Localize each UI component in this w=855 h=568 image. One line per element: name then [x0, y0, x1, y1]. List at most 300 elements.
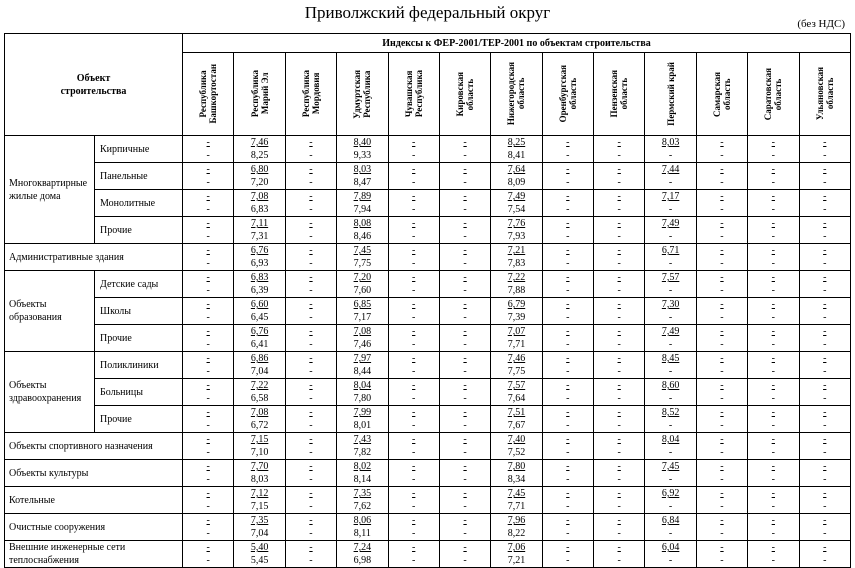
- index-fer: -: [617, 245, 621, 256]
- index-ter: -: [309, 312, 313, 323]
- index-cell: [542, 514, 593, 541]
- index-ter: 7,75: [353, 258, 372, 269]
- index-cell: [491, 217, 542, 244]
- index-fer: -: [617, 542, 621, 553]
- index-ter: -: [668, 447, 673, 458]
- index-ter: -: [668, 312, 673, 323]
- index-ter: 7,10: [250, 447, 269, 458]
- index-cell: [388, 487, 439, 514]
- index-cell: [594, 460, 645, 487]
- index-fer: -: [412, 272, 416, 283]
- index-fer: -: [771, 407, 775, 418]
- index-ter: -: [566, 204, 570, 215]
- index-cell: [799, 352, 850, 379]
- index-ter: -: [566, 339, 570, 350]
- index-cell: [183, 352, 234, 379]
- index-fer: -: [463, 137, 467, 148]
- index-fer: -: [771, 245, 775, 256]
- object-subtype: Больницы: [95, 379, 183, 406]
- index-fer: -: [771, 137, 775, 148]
- index-fer: -: [720, 488, 724, 499]
- index-ter: -: [463, 204, 467, 215]
- index-fer: 6,83: [250, 272, 269, 283]
- index-fer: -: [720, 218, 724, 229]
- index-fer: -: [412, 488, 416, 499]
- index-cell: [439, 136, 490, 163]
- index-cell: [388, 352, 439, 379]
- index-ter: 8,41: [507, 150, 526, 161]
- index-fer: -: [463, 164, 467, 175]
- index-cell: [491, 433, 542, 460]
- index-fer: -: [412, 218, 416, 229]
- index-cell: [799, 541, 850, 568]
- region-label: Удмуртская Республика: [352, 69, 373, 119]
- index-cell: [542, 217, 593, 244]
- index-fer: -: [412, 380, 416, 391]
- index-ter: 8,03: [250, 474, 269, 485]
- index-cell: [337, 433, 388, 460]
- index-ter: -: [566, 285, 570, 296]
- index-cell: [183, 460, 234, 487]
- region-header: [645, 53, 696, 136]
- index-ter: -: [412, 339, 416, 350]
- index-fer: -: [823, 137, 827, 148]
- index-cell: [696, 406, 747, 433]
- index-cell: [183, 136, 234, 163]
- index-cell: [594, 406, 645, 433]
- index-fer: 8,03: [353, 164, 372, 175]
- index-fer: -: [206, 488, 210, 499]
- index-ter: -: [566, 528, 570, 539]
- index-fer: -: [309, 461, 313, 472]
- index-ter: -: [617, 339, 621, 350]
- index-cell: [285, 352, 336, 379]
- index-fer: 6,92: [661, 488, 680, 499]
- index-cell: [799, 136, 850, 163]
- index-fer: -: [823, 299, 827, 310]
- index-cell: [439, 298, 490, 325]
- index-fer: -: [617, 137, 621, 148]
- index-fer: -: [206, 434, 210, 445]
- index-fer: 6,04: [661, 542, 680, 553]
- index-fer: -: [720, 272, 724, 283]
- index-cell: [234, 244, 285, 271]
- index-ter: -: [309, 366, 313, 377]
- index-ter: -: [771, 474, 775, 485]
- index-fer: -: [566, 218, 570, 229]
- index-ter: -: [566, 501, 570, 512]
- region-header: [234, 53, 285, 136]
- index-fer: -: [617, 272, 621, 283]
- index-fer: -: [309, 164, 313, 175]
- index-ter: 7,62: [353, 501, 372, 512]
- table-row: [5, 325, 851, 352]
- index-fer: -: [309, 488, 313, 499]
- index-ter: -: [771, 177, 775, 188]
- index-ter: 8,11: [353, 528, 371, 539]
- index-ter: -: [668, 393, 673, 404]
- index-ter: -: [617, 474, 621, 485]
- index-fer: 7,45: [353, 245, 372, 256]
- index-cell: [285, 379, 336, 406]
- index-ter: 6,58: [250, 393, 269, 404]
- index-fer: 7,49: [661, 326, 680, 337]
- index-fer: -: [566, 407, 570, 418]
- index-ter: -: [566, 393, 570, 404]
- index-cell: [337, 217, 388, 244]
- index-fer: -: [823, 272, 827, 283]
- index-fer: 8,52: [661, 407, 680, 418]
- index-cell: [337, 487, 388, 514]
- index-fer: 8,60: [661, 380, 680, 391]
- index-ter: 7,54: [507, 204, 526, 215]
- index-ter: -: [823, 420, 827, 431]
- index-ter: 7,88: [507, 285, 526, 296]
- index-cell: [234, 298, 285, 325]
- index-cell: [696, 352, 747, 379]
- index-fer: -: [463, 191, 467, 202]
- index-cell: [183, 325, 234, 352]
- index-cell: [542, 460, 593, 487]
- index-fer: -: [566, 542, 570, 553]
- index-fer: 6,60: [250, 299, 269, 310]
- index-ter: 9,33: [353, 150, 372, 161]
- index-ter: -: [206, 393, 210, 404]
- index-fer: -: [412, 191, 416, 202]
- index-ter: -: [823, 150, 827, 161]
- index-ter: -: [206, 150, 210, 161]
- index-fer: -: [771, 380, 775, 391]
- index-ter: -: [463, 501, 467, 512]
- index-cell: [491, 352, 542, 379]
- index-cell: [439, 406, 490, 433]
- index-cell: [542, 379, 593, 406]
- index-ter: -: [720, 555, 724, 566]
- index-ter: -: [309, 447, 313, 458]
- index-cell: [183, 190, 234, 217]
- index-fer: -: [823, 191, 827, 202]
- index-ter: -: [823, 339, 827, 350]
- index-cell: [439, 460, 490, 487]
- index-cell: [388, 514, 439, 541]
- index-cell: [748, 325, 799, 352]
- object-subtype: Детские сады: [95, 271, 183, 298]
- object-subtype: Прочие: [95, 217, 183, 244]
- index-ter: 8,34: [507, 474, 526, 485]
- index-fer: 7,24: [353, 542, 372, 553]
- index-ter: -: [206, 528, 210, 539]
- index-ter: -: [617, 177, 621, 188]
- index-ter: -: [463, 366, 467, 377]
- index-cell: [799, 460, 850, 487]
- index-ter: -: [617, 501, 621, 512]
- index-fer: 7,08: [250, 407, 269, 418]
- region-label: Кировская область: [455, 71, 476, 117]
- index-fer: -: [463, 407, 467, 418]
- region-header: [491, 53, 542, 136]
- index-fer: 7,46: [507, 353, 526, 364]
- index-fer: 6,76: [250, 245, 269, 256]
- index-ter: -: [617, 258, 621, 269]
- region-header: [388, 53, 439, 136]
- table-row: [5, 352, 851, 379]
- index-fer: 8,02: [353, 461, 372, 472]
- index-cell: [234, 514, 285, 541]
- index-cell: [388, 271, 439, 298]
- index-cell: [748, 352, 799, 379]
- index-cell: [285, 136, 336, 163]
- index-ter: -: [206, 258, 210, 269]
- index-cell: [183, 514, 234, 541]
- index-cell: [439, 379, 490, 406]
- index-ter: -: [463, 258, 467, 269]
- index-ter: -: [823, 204, 827, 215]
- index-cell: [696, 487, 747, 514]
- index-fer: -: [309, 380, 313, 391]
- vat-note: (без НДС): [797, 18, 845, 30]
- object-subtype: Поликлиники: [95, 352, 183, 379]
- index-fer: 7,76: [507, 218, 526, 229]
- index-cell: [234, 163, 285, 190]
- index-ter: 7,52: [507, 447, 526, 458]
- index-cell: [799, 325, 850, 352]
- index-ter: -: [668, 150, 673, 161]
- index-fer: -: [206, 326, 210, 337]
- index-cell: [439, 163, 490, 190]
- index-fer: 7,49: [661, 218, 680, 229]
- index-ter: -: [412, 177, 416, 188]
- index-cell: [542, 190, 593, 217]
- index-ter: -: [463, 528, 467, 539]
- index-cell: [491, 406, 542, 433]
- index-cell: [439, 325, 490, 352]
- index-cell: [799, 433, 850, 460]
- index-cell: [645, 217, 696, 244]
- region-label: Республика Башкортостан: [198, 64, 219, 124]
- index-fer: -: [463, 272, 467, 283]
- index-ter: -: [309, 204, 313, 215]
- object-category: Внешние инженерные сети теплоснабжения: [5, 541, 183, 568]
- region-header: [183, 53, 234, 136]
- index-ter: 8,09: [507, 177, 526, 188]
- index-fer: -: [309, 218, 313, 229]
- index-ter: 7,04: [250, 528, 269, 539]
- object-subtype: Школы: [95, 298, 183, 325]
- index-ter: -: [412, 366, 416, 377]
- index-ter: -: [823, 312, 827, 323]
- index-fer: -: [206, 191, 210, 202]
- index-cell: [234, 217, 285, 244]
- index-cell: [696, 379, 747, 406]
- index-fer: -: [823, 164, 827, 175]
- index-ter: -: [823, 501, 827, 512]
- index-cell: [645, 244, 696, 271]
- index-fer: -: [309, 407, 313, 418]
- index-fer: -: [463, 515, 467, 526]
- region-label: Пермский край: [665, 62, 676, 126]
- index-ter: -: [309, 339, 313, 350]
- index-cell: [183, 406, 234, 433]
- index-ter: -: [463, 150, 467, 161]
- index-cell: [748, 514, 799, 541]
- object-category: Объекты образования: [5, 271, 95, 352]
- index-fer: -: [566, 353, 570, 364]
- object-category: Многоквартирные жилые дома: [5, 136, 95, 244]
- index-cell: [337, 352, 388, 379]
- index-ter: -: [720, 528, 724, 539]
- index-cell: [696, 271, 747, 298]
- index-fer: -: [309, 542, 313, 553]
- index-ter: 7,93: [507, 231, 526, 242]
- index-ter: -: [617, 393, 621, 404]
- index-fer: -: [412, 407, 416, 418]
- region-header: [696, 53, 747, 136]
- region-label: Самарская область: [711, 71, 732, 117]
- index-ter: -: [823, 285, 827, 296]
- index-ter: -: [463, 231, 467, 242]
- index-fer: 7,08: [250, 191, 269, 202]
- index-cell: [696, 541, 747, 568]
- index-ter: 6,93: [250, 258, 269, 269]
- index-cell: [439, 487, 490, 514]
- index-cell: [594, 487, 645, 514]
- index-cell: [542, 136, 593, 163]
- index-fer: -: [206, 380, 210, 391]
- index-ter: -: [566, 474, 570, 485]
- index-cell: [234, 487, 285, 514]
- index-fer: -: [771, 542, 775, 553]
- index-ter: -: [309, 501, 313, 512]
- index-cell: [234, 460, 285, 487]
- index-cell: [491, 163, 542, 190]
- index-fer: -: [771, 488, 775, 499]
- index-fer: -: [309, 353, 313, 364]
- index-ter: -: [412, 150, 416, 161]
- index-cell: [696, 325, 747, 352]
- index-cell: [439, 217, 490, 244]
- index-cell: [645, 541, 696, 568]
- index-fer: -: [566, 461, 570, 472]
- table-row: [5, 217, 851, 244]
- index-ter: -: [566, 177, 570, 188]
- index-fer: 7,06: [507, 542, 526, 553]
- index-ter: -: [412, 528, 416, 539]
- index-cell: [645, 487, 696, 514]
- index-cell: [337, 514, 388, 541]
- index-fer: 7,44: [661, 164, 680, 175]
- index-cell: [337, 298, 388, 325]
- index-ter: -: [720, 420, 724, 431]
- index-ter: 7,31: [250, 231, 269, 242]
- index-ter: -: [668, 177, 673, 188]
- index-fer: 7,15: [250, 434, 269, 445]
- index-cell: [748, 190, 799, 217]
- index-cell: [491, 325, 542, 352]
- index-cell: [285, 190, 336, 217]
- index-fer: 6,85: [353, 299, 372, 310]
- index-fer: 7,70: [250, 461, 269, 472]
- index-ter: -: [771, 312, 775, 323]
- index-fer: -: [206, 407, 210, 418]
- indices-header: Индексы к ФЕР-2001/ТЕР-2001 по объектам строительства: [183, 34, 851, 53]
- index-cell: [337, 406, 388, 433]
- index-fer: 7,35: [353, 488, 372, 499]
- index-fer: -: [771, 164, 775, 175]
- index-cell: [491, 460, 542, 487]
- index-cell: [645, 352, 696, 379]
- index-ter: -: [412, 447, 416, 458]
- index-fer: -: [206, 137, 210, 148]
- region-label: Нижегородская область: [506, 62, 527, 126]
- object-subtype: Прочие: [95, 406, 183, 433]
- index-fer: 7,21: [507, 245, 526, 256]
- index-cell: [748, 163, 799, 190]
- index-ter: -: [566, 420, 570, 431]
- index-ter: 8,14: [353, 474, 372, 485]
- table-row: [5, 244, 851, 271]
- index-ter: -: [720, 231, 724, 242]
- table-row: [5, 136, 851, 163]
- table-row: [5, 298, 851, 325]
- index-cell: [439, 433, 490, 460]
- index-fer: -: [823, 542, 827, 553]
- index-fer: -: [566, 137, 570, 148]
- index-cell: [542, 244, 593, 271]
- index-cell: [491, 514, 542, 541]
- index-fer: 7,43: [353, 434, 372, 445]
- index-ter: 6,41: [250, 339, 269, 350]
- region-header: [439, 53, 490, 136]
- index-cell: [748, 406, 799, 433]
- index-cell: [285, 163, 336, 190]
- index-fer: -: [720, 299, 724, 310]
- index-ter: 5,45: [250, 555, 269, 566]
- table-row: [5, 541, 851, 568]
- index-ter: -: [206, 204, 210, 215]
- index-ter: -: [617, 366, 621, 377]
- index-ter: -: [823, 447, 827, 458]
- index-fer: -: [617, 191, 621, 202]
- index-ter: -: [771, 339, 775, 350]
- index-ter: -: [463, 420, 467, 431]
- index-fer: -: [771, 353, 775, 364]
- index-cell: [388, 541, 439, 568]
- index-cell: [234, 136, 285, 163]
- table-row: [5, 433, 851, 460]
- index-ter: -: [668, 258, 673, 269]
- index-cell: [645, 514, 696, 541]
- index-fer: 7,64: [507, 164, 526, 175]
- index-ter: -: [668, 231, 673, 242]
- index-ter: -: [206, 555, 210, 566]
- index-cell: [696, 298, 747, 325]
- index-ter: -: [412, 285, 416, 296]
- index-ter: 7,04: [250, 366, 269, 377]
- index-cell: [645, 325, 696, 352]
- index-ter: 7,75: [507, 366, 526, 377]
- index-cell: [594, 433, 645, 460]
- index-ter: -: [463, 474, 467, 485]
- index-ter: -: [720, 312, 724, 323]
- index-fer: -: [309, 245, 313, 256]
- index-cell: [799, 406, 850, 433]
- index-cell: [388, 244, 439, 271]
- index-ter: -: [309, 150, 313, 161]
- index-ter: -: [206, 501, 210, 512]
- region-label: Республика Мордовия: [300, 70, 321, 118]
- index-cell: [748, 271, 799, 298]
- index-fer: -: [617, 164, 621, 175]
